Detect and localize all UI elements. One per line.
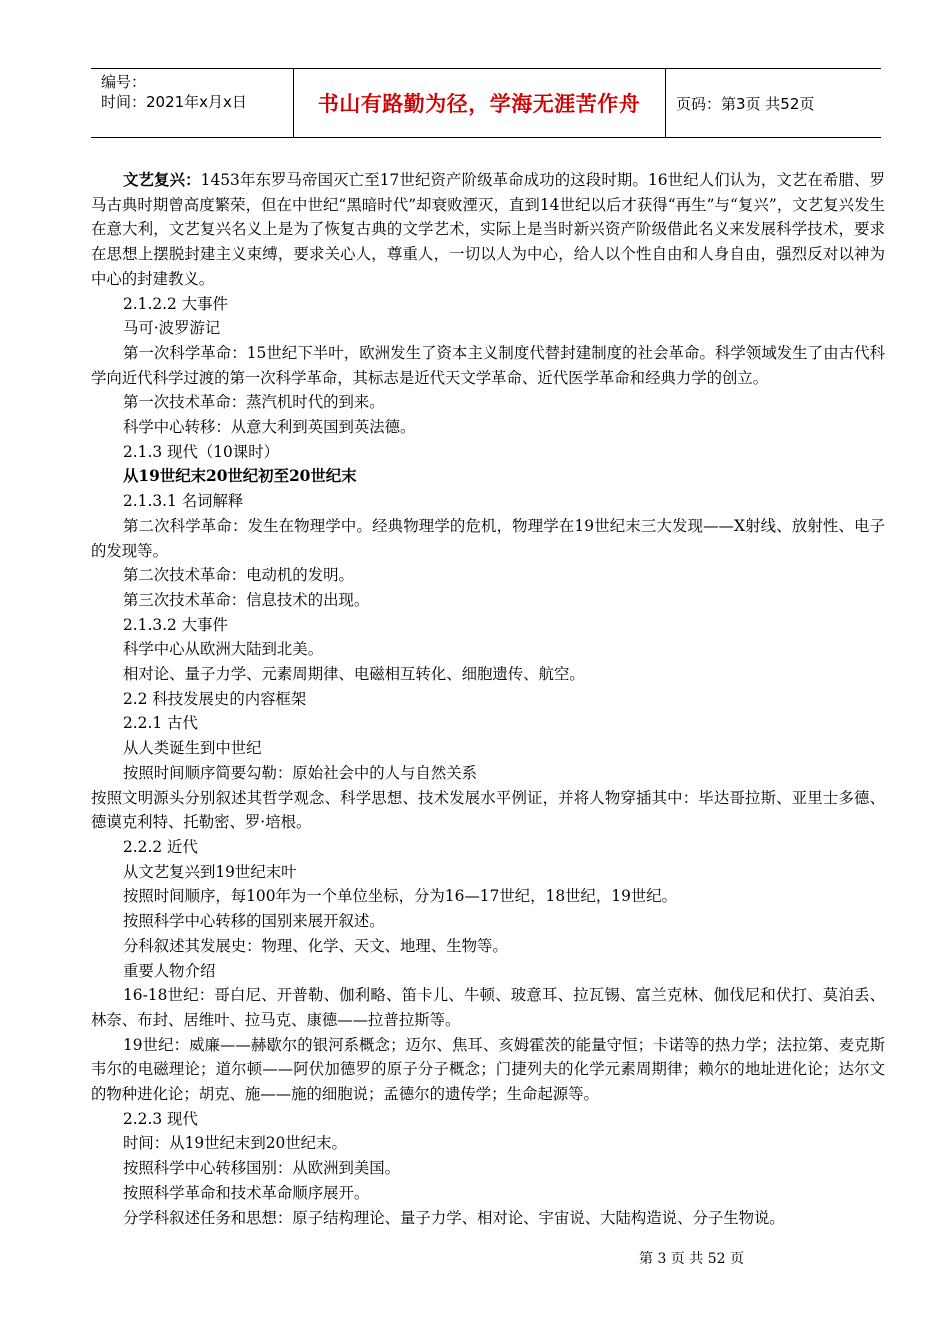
paragraph: 时间：从19世纪末到20世纪末。 [123,1134,347,1153]
page-header [91,68,881,138]
paragraph: 第二次技术革命：电动机的发明。 [123,566,354,585]
motto-text: 书山有路勤为径，学海无涯苦作舟 [317,92,641,116]
bold-subtitle: 从19世纪末20世纪初至20世纪末 [123,467,357,486]
paragraph: 按照时间顺序，每100年为一个单位坐标，分为16—17世纪，18世纪，19世纪。 [123,887,678,906]
paragraph: 相对论、量子力学、元素周期律、电磁相互转化、细胞遗传、航空。 [123,665,585,684]
document-body [91,168,885,1230]
paragraph: 第二次科学革命：发生在物理学中。经典物理学的危机，物理学在19世纪末三大发现——X射线、放射性、电子的发现等。 [91,516,885,560]
paragraph: 第一次技术革命：蒸汽机时代的到来。 [123,393,385,412]
section-heading: 2.1.3.2 大事件 [123,615,228,634]
time-label: 时间：2021年x月x日 [101,93,247,111]
page-number-label: 页码：第3页 共52页 [676,94,815,113]
section-heading: 2.2.2 近代 [123,837,198,856]
paragraph: 按照时间顺序简要勾勒：原始社会中的人与自然关系 [123,763,477,782]
header-left-cell [91,69,294,137]
paragraph: 马可·波罗游记 [123,319,221,338]
paragraph: 按照科学中心转移的国别来展开叙述。 [123,912,385,931]
paragraph: 16-18世纪：哥白尼、开普勒、伽利略、笛卡儿、牛顿、玻意耳、拉瓦锡、富兰克林、伽伐尼和伏打、莫泊丢、林奈、布封、居维叶、拉马克、康德——拉普拉斯等。 [91,986,885,1029]
header-page-cell [666,69,881,137]
section-heading: 2.2.1 古代 [123,714,198,733]
paragraph: 科学中心转移：从意大利到英国到英法德。 [123,418,416,437]
paragraph: 按照科学中心转移国别：从欧洲到美国。 [123,1159,401,1178]
number-label: 编号： [101,73,147,91]
section-heading: 2.2.3 现代 [123,1109,198,1128]
paragraph: 分学科叙述任务和思想：原子结构理论、量子力学、相对论、宇宙说、大陆构造说、分子生物说。 [123,1208,785,1227]
renaissance-paragraph [91,168,885,292]
paragraph: 重要人物介绍 [123,961,216,980]
section-heading: 2.1.3 现代（10课时） [123,442,279,461]
section-heading: 2.1.2.2 大事件 [123,294,228,313]
paragraph: 按照文明源头分别叙述其哲学观念、科学思想、技术发展水平例证，并将人物穿插其中：毕达哥拉斯、亚里士多德、德谟克利特、托勒密、罗·培根。 [91,788,885,832]
section-heading: 2.2 科技发展史的内容框架 [123,689,307,708]
paragraph: 按照科学革命和技术革命顺序展开。 [123,1183,370,1202]
paragraph: 从人类诞生到中世纪 [123,739,262,758]
paragraph: 分科叙述其发展史：物理、化学、天文、地理、生物等。 [123,936,508,955]
paragraph: 19世纪：威廉——赫歇尔的银河系概念；迈尔、焦耳、亥姆霍茨的能量守恒；卡诺等的热力学；法拉第、麦克斯韦尔的电磁理论；道尔顿——阿伏加德罗的原子分子概念；门捷列夫的化学元素周期律；赖尔的地址进化论；达尔文的物种进化论；胡克、施——施的细胞说；孟德尔的遗传学；生命起源等。 [91,1035,885,1104]
paragraph: 从文艺复兴到19世纪末叶 [123,862,297,881]
page-footer: 第 3 页 共 52 页 [639,1251,744,1267]
paragraph: 科学中心从欧洲大陆到北美。 [123,640,324,659]
paragraph: 第一次科学革命：15世纪下半叶，欧洲发生了资本主义制度代替封建制度的社会革命。科学领域发生了由古代科学向近代科学过渡的第一次科学革命，其标志是近代天文学革命、近代医学革命和经典力学的创立。 [91,343,885,387]
header-motto-cell [293,69,666,137]
renaissance-term: 文艺复兴： [123,171,201,189]
section-heading: 2.1.3.1 名词解释 [123,492,244,511]
renaissance-text: 1453年东罗马帝国灭亡至17世纪资产阶级革命成功的这段时期。16世纪人们认为，文艺在希腊、罗马古典时期曾高度繁荣，但在中世纪“黑暗时代”却衰败湮灭，直到14世纪以后才获得“再生”与“复兴”，文艺复兴发生在意大利，文艺复兴名义上是为了恢复古典的文学艺术，实际上是当时新兴资产阶级借此名义来发展科学技术，要求在思想上摆脱封建主义束缚，要求关心人，尊重人，一切以人为中心，给人以个性自由和人身自由，强烈反对以神为中心的封建教义。 [91,171,885,288]
paragraph: 第三次技术革命：信息技术的出现。 [123,590,370,609]
